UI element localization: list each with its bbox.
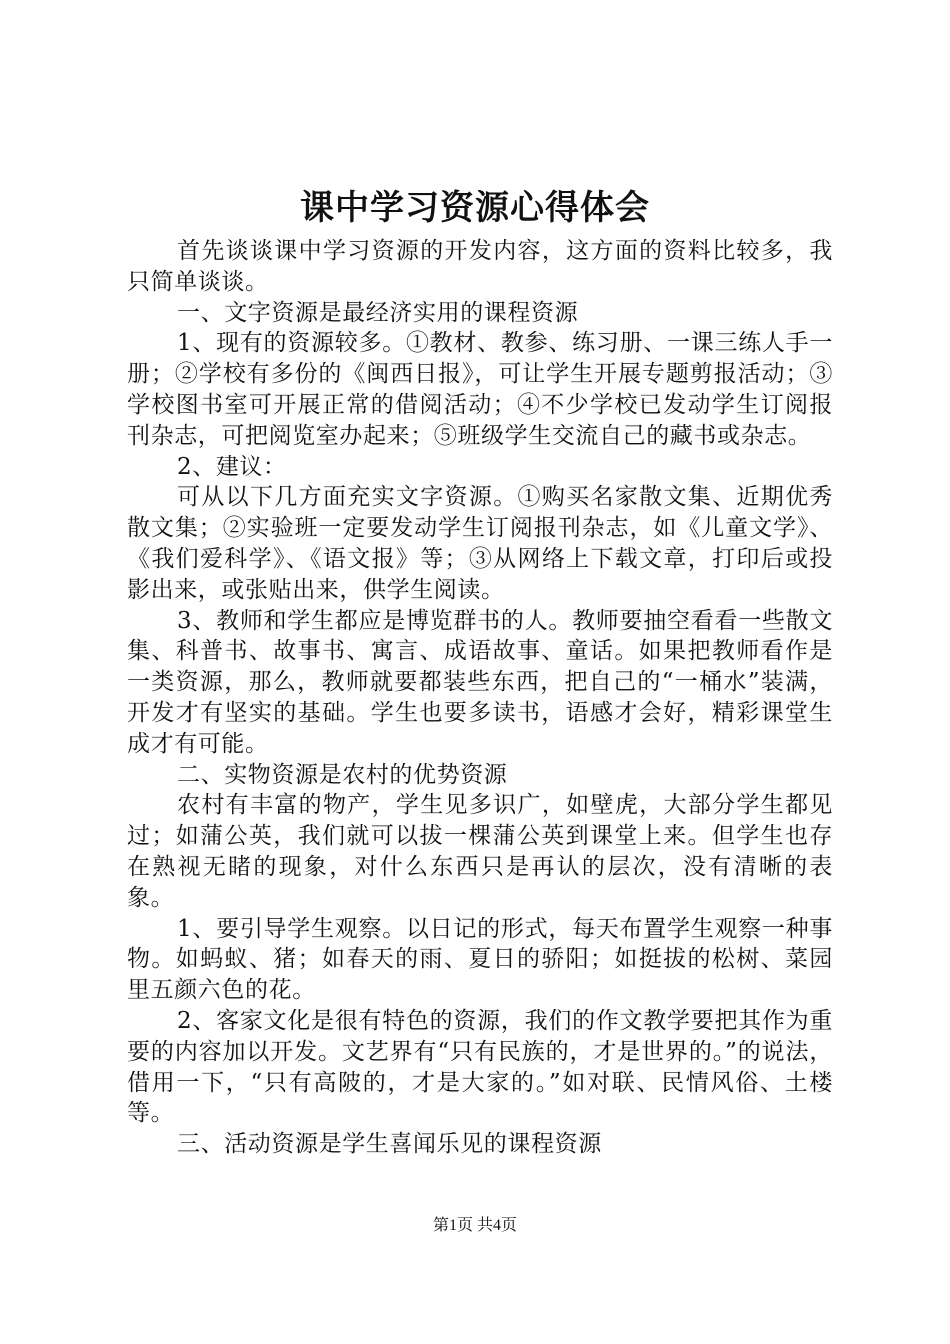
section-heading-physical-resources: 二、实物资源是农村的优势资源 — [177, 761, 508, 788]
paragraph-rural-produce: 农村有丰富的物产，学生见多识广，如壁虎，大部分学生都见过；如蒲公英，我们就可以拔一棵蒲公英到课堂上来。但学生也存在熟视无睹的现象，对什么东西只是再认的层次，没有清晰的表象。 — [127, 792, 833, 911]
paragraph-suggestion-heading: 2、建议： — [177, 453, 287, 480]
page-number: 第1页 共4页 — [432, 1217, 517, 1234]
document-body — [127, 236, 833, 1160]
paragraph-hakka-culture: 2、客家文化是很有特色的资源，我们的作文教学要把其作为重要的内容加以开发。文艺界有“只有民族的，才是世界的。”的说法，借用一下，“只有高陂的，才是大家的。”如对联、民情风俗、土楼等。 — [127, 1007, 833, 1127]
section-heading-text-resources: 一、文字资源是最经济实用的课程资源 — [177, 299, 579, 326]
paragraph-suggestions: 可从以下几方面充实文字资源。①购买名家散文集、近期优秀散文集；②实验班一定要发动学生订阅报刊杂志，如《儿童文学》、《我们爱科学》、《语文报》等；③从网络上下载文章，打印后或投影出来，或张贴出来，供学生阅读。 — [127, 484, 833, 603]
paragraph-observation: 1、要引导学生观察。以日记的形式，每天布置学生观察一种事物。如蚂蚁、猪；如春天的雨、夏日的骄阳；如挺拔的松树、菜园里五颜六色的花。 — [127, 915, 833, 1004]
paragraph-existing-resources: 1、现有的资源较多。①教材、教参、练习册、一课三练人手一册；②学校有多份的《闽西日报》，可让学生开展专题剪报活动；③学校图书室可开展正常的借阅活动；④不少学校已发动学生订阅报刊杂志，可把阅览室办起来；⑤班级学生交流自己的藏书或杂志。 — [127, 330, 833, 449]
document-title: 课中学习资源心得体会 — [300, 188, 650, 228]
paragraph-intro: 首先谈谈课中学习资源的开发内容，这方面的资料比较多，我只简单谈谈。 — [127, 238, 833, 295]
paragraph-reading: 3、教师和学生都应是博览群书的人。教师要抽空看看一些散文集、科普书、故事书、寓言、成语故事、童话。如果把教师看作是一类资源，那么，教师就要都装些东西，把自己的“一桶水”装满，开发才有坚实的基础。学生也要多读书，语感才会好，精彩课堂生成才有可能。 — [127, 607, 833, 757]
section-heading-activity-resources: 三、活动资源是学生喜闻乐见的课程资源 — [177, 1131, 602, 1158]
